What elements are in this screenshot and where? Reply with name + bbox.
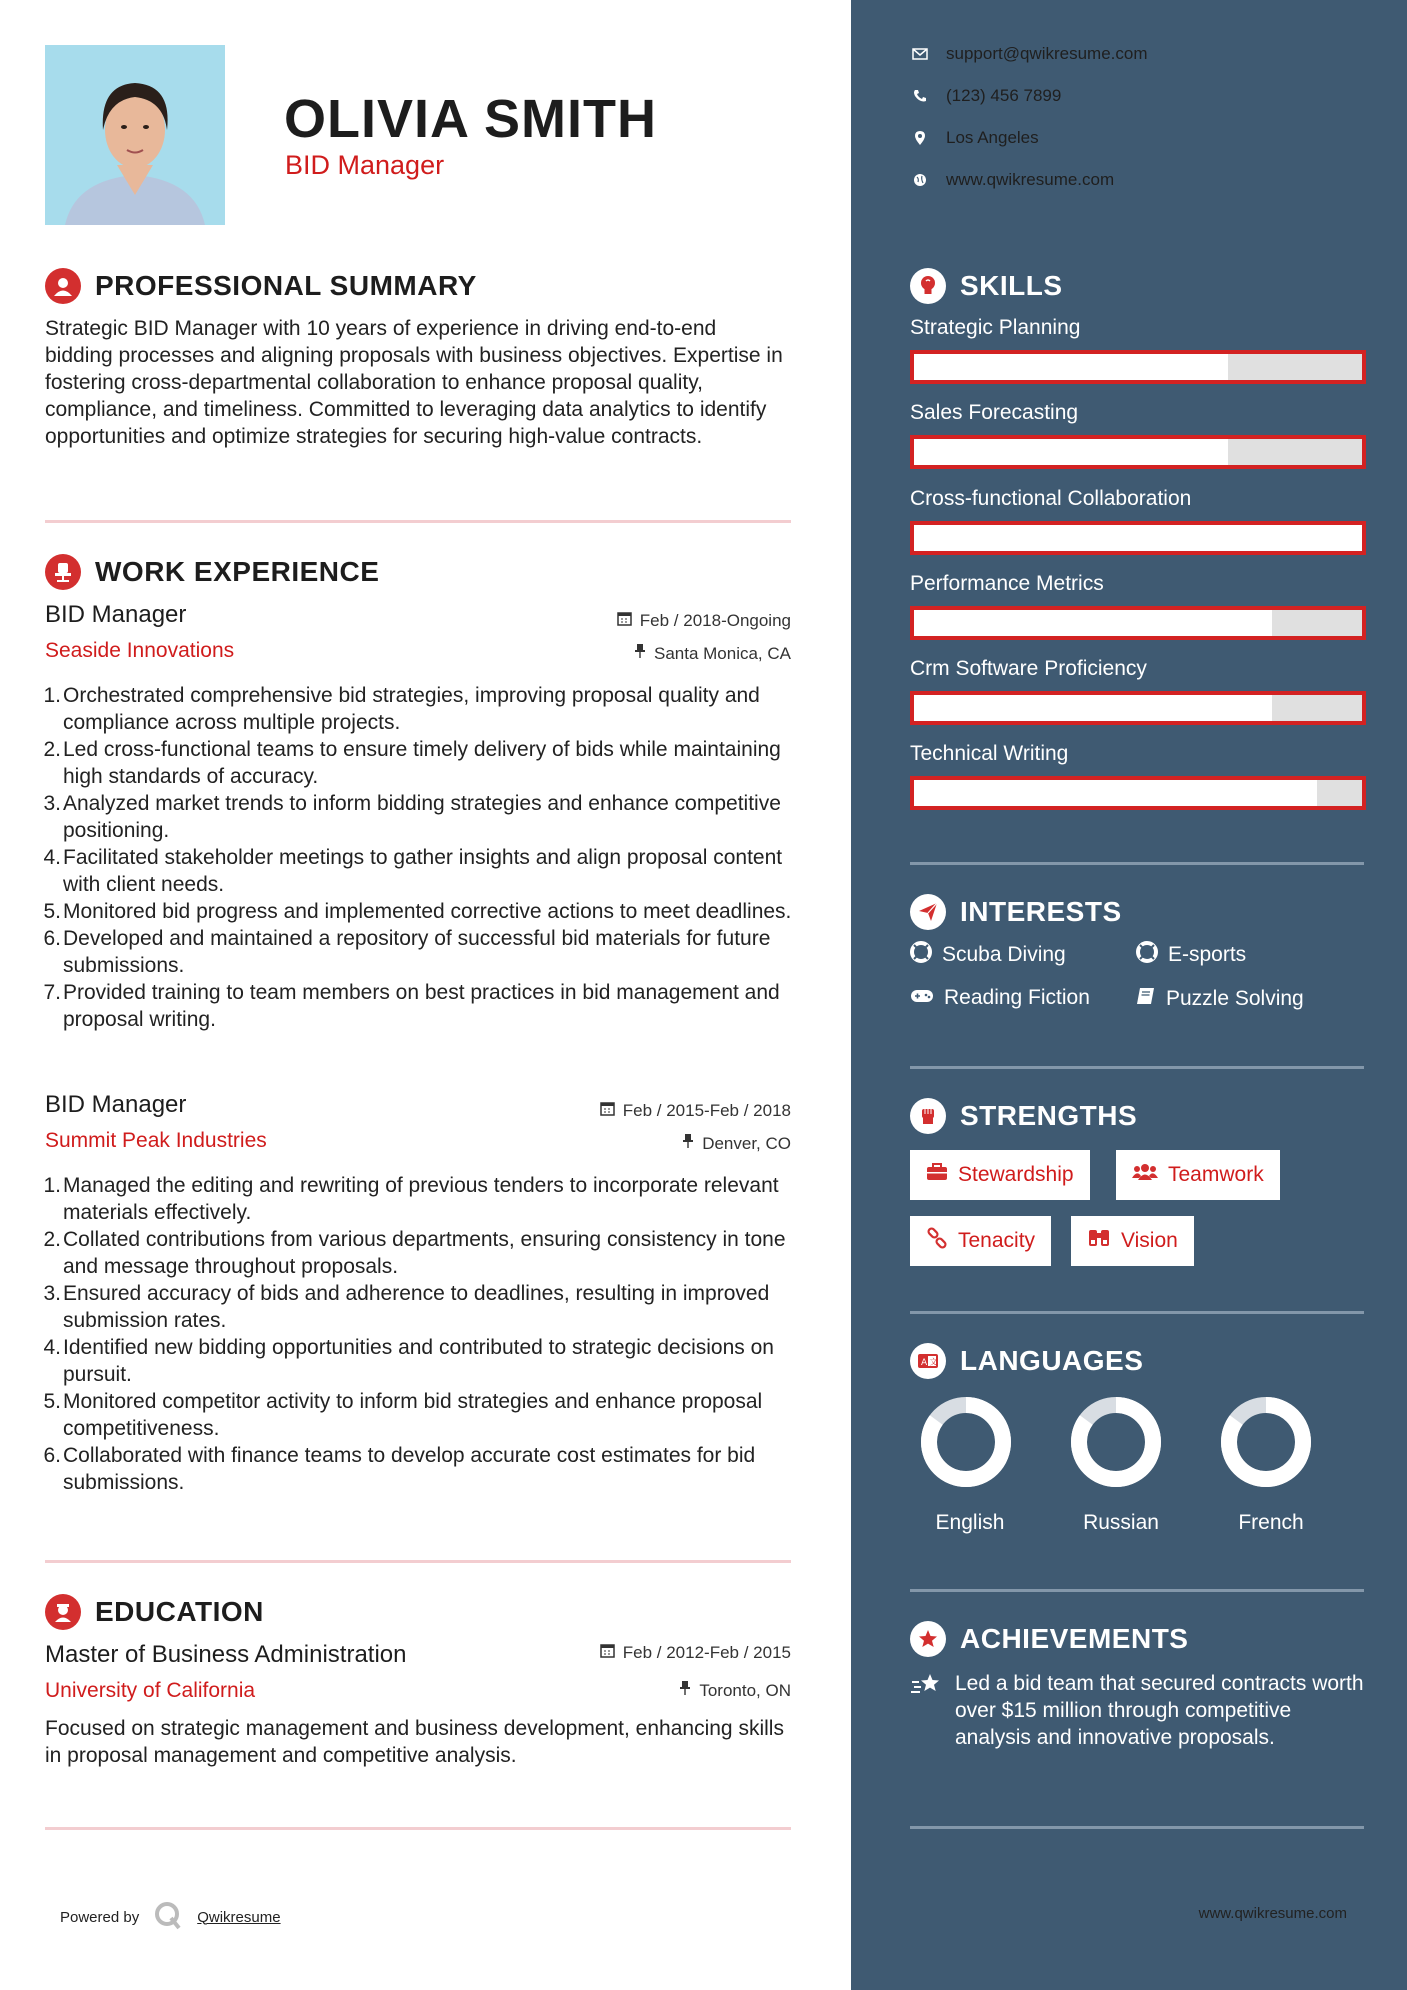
list-item: 4. Facilitated stakeholder meetings to gather insights and align proposal content with client needs. [43, 846, 783, 896]
summary-header [45, 268, 477, 304]
skills-header [910, 268, 1063, 304]
list-item: 7. Provided training to team members on best practices in bid management and proposal writing. [43, 981, 780, 1031]
contact-location-text: Los Angeles [946, 128, 1039, 147]
interests-header [910, 894, 1122, 930]
job-duties-list [36, 1172, 796, 1496]
skill-bar-fill [914, 439, 1228, 465]
job-date-text: Feb / 2018-Ongoing [639, 611, 791, 630]
job-company: Seaside Innovations [45, 639, 235, 662]
skill-name: Performance Metrics [910, 572, 1104, 595]
summary-title: PROFESSIONAL SUMMARY [95, 270, 477, 301]
users-icon [1132, 1163, 1158, 1187]
list-item: 2. Led cross-functional teams to ensure timely delivery of bids while maintaining high standards of accuracy. [43, 738, 781, 788]
graduate-icon [45, 1594, 81, 1630]
globe-icon [912, 172, 928, 188]
education-text: Focused on strategic management and business development, enhancing skills in proposal management and competitive analysis. [45, 1717, 784, 1767]
contact-phone-text: (123) 456 7899 [946, 86, 1062, 105]
job-location-text: Santa Monica, CA [653, 643, 791, 663]
pushpin-icon [679, 1680, 691, 1701]
binoculars-icon [1087, 1228, 1111, 1254]
education-title: EDUCATION [95, 1596, 264, 1627]
experience-title: WORK EXPERIENCE [95, 556, 380, 587]
school-name: University of California [45, 1679, 256, 1702]
job-date [617, 611, 791, 631]
powered-by [60, 1900, 281, 1934]
job-location [634, 643, 791, 664]
divider [45, 520, 791, 523]
office-chair-icon [45, 554, 81, 590]
strength-label: Tenacity [958, 1229, 1036, 1252]
svg-text:文: 文 [929, 1357, 938, 1367]
candidate-role: BID Manager [285, 150, 445, 180]
job-company: Summit Peak Industries [45, 1129, 267, 1152]
contact-email[interactable] [912, 44, 1148, 64]
star-badge-icon [910, 1621, 946, 1657]
language-ring [918, 1394, 1014, 1490]
job-location-text: Denver, CO [702, 1133, 791, 1153]
contact-website-text: www.qwikresume.com [946, 170, 1115, 189]
list-item: 6. Collaborated with finance teams to develop accurate cost estimates for bid submissions. [43, 1444, 756, 1494]
language-gauge [916, 1394, 1016, 1495]
divider [45, 1827, 791, 1830]
divider [910, 1066, 1364, 1069]
language-gauge [1216, 1394, 1316, 1495]
interest-label: E-sports [1168, 943, 1247, 966]
skill-bar-fill [914, 780, 1317, 806]
life-ring-icon [910, 941, 932, 969]
education-date-text: Feb / 2012-Feb / 2015 [622, 1643, 791, 1662]
achievements-header [910, 1621, 1188, 1657]
divider [910, 862, 1364, 865]
skill-bar-fill [914, 610, 1272, 636]
language-label: Russian [1083, 1511, 1159, 1534]
education-location-text: Toronto, ON [699, 1680, 791, 1700]
skill-name: Cross-functional Collaboration [910, 487, 1192, 510]
pushpin-icon [682, 1133, 694, 1154]
summary-text: Strategic BID Manager with 10 years of experience in driving end-to-end bidding processes and aligning proposals with business objectives. Expertise in fostering cross-departmental collaboration to enhance proposal quality, compliance, and timeliness. Committed to leveraging data analytics to identify opportunities and optimize strategies for securing high-value contracts. [45, 317, 783, 448]
list-item: 1. Managed the editing and rewriting of previous tenders to incorporate relevant materials effectively. [43, 1174, 779, 1224]
job-date-text: Feb / 2015-Feb / 2018 [622, 1101, 791, 1120]
calendar-icon [600, 1643, 615, 1663]
list-item: 6. Developed and maintained a repository of successful bid materials for future submissions. [43, 927, 771, 977]
list-item: 4. Identified new bidding opportunities and contributed to strategic decisions on pursuit. [43, 1336, 774, 1386]
languages-header [910, 1343, 1143, 1379]
powered-by-label: Powered by [60, 1908, 140, 1926]
job-date [600, 1101, 791, 1121]
language-ring [1218, 1394, 1314, 1490]
list-item: 2. Collated contributions from various departments, ensuring consistency in tone and message throughout proposals. [43, 1228, 786, 1278]
calendar-icon [600, 1101, 615, 1121]
link-icon [926, 1227, 948, 1255]
degree-title: Master of Business Administration [45, 1641, 407, 1668]
list-item: 3. Analyzed market trends to inform bidding strategies and enhance competitive positioning. [43, 792, 781, 842]
calendar-icon [617, 611, 632, 631]
list-item: 5. Monitored bid progress and implemented corrective actions to meet deadlines. [43, 900, 792, 923]
pushpin-icon [634, 643, 646, 664]
job-title: BID Manager [45, 1091, 187, 1118]
skill-bar [910, 350, 1366, 384]
shooting-star-icon [910, 1672, 942, 1703]
list-item: 3. Ensured accuracy of bids and adherence to deadlines, resulting in improved submission rates. [43, 1282, 770, 1332]
job-title: BID Manager [45, 601, 187, 628]
interest-item [910, 941, 1066, 969]
interest-item [910, 986, 1090, 1010]
paper-plane-icon [910, 894, 946, 930]
job-location [682, 1133, 791, 1154]
language-gauge [1066, 1394, 1166, 1495]
svg-text:A: A [921, 1358, 928, 1368]
user-circle-icon [45, 268, 81, 304]
qwikresume-logo-icon [153, 1900, 183, 1934]
list-item: 5. Monitored competitor activity to inform bid strategies and enhance proposal competitiveness. [43, 1390, 763, 1440]
interests-title: INTERESTS [960, 896, 1122, 927]
skills-title: SKILLS [960, 270, 1063, 301]
life-ring-icon [1136, 941, 1158, 969]
language-label: English [935, 1511, 1005, 1534]
language-ring [1068, 1394, 1164, 1490]
contact-phone[interactable] [912, 86, 1061, 106]
skill-bar [910, 776, 1366, 810]
strength-chip [1116, 1150, 1280, 1200]
divider [910, 1589, 1364, 1592]
skill-bar [910, 606, 1366, 640]
interest-label: Scuba Diving [942, 943, 1066, 966]
briefcase-icon [926, 1163, 948, 1187]
translate-icon [910, 1343, 946, 1379]
lightbulb-icon [910, 268, 946, 304]
divider [910, 1311, 1364, 1314]
interest-label: Puzzle Solving [1166, 987, 1304, 1010]
footer-url[interactable]: www.qwikresume.com [1198, 1905, 1347, 1922]
interest-label: Reading Fiction [944, 986, 1090, 1009]
skill-name: Sales Forecasting [910, 401, 1079, 424]
interest-item [1136, 986, 1304, 1012]
language-label: French [1238, 1511, 1304, 1534]
skill-bar-fill [914, 525, 1362, 551]
book-icon [1136, 986, 1156, 1012]
envelope-icon [912, 46, 928, 62]
achievement-text: Led a bid team that secured contracts worth over $15 million through competitive analysis and innovative proposals. [955, 1672, 1364, 1749]
divider [45, 1560, 791, 1563]
strength-chip [1071, 1216, 1194, 1266]
skill-bar [910, 691, 1366, 725]
skill-bar [910, 435, 1366, 469]
skill-bar-fill [914, 695, 1272, 721]
education-location [679, 1680, 791, 1701]
skill-bar-fill [914, 354, 1228, 380]
profile-photo [45, 45, 225, 225]
achievements-title: ACHIEVEMENTS [960, 1623, 1189, 1654]
contact-location [912, 128, 1039, 148]
interest-item [1136, 941, 1246, 969]
fist-icon [910, 1098, 946, 1134]
candidate-name: OLIVIA SMITH [284, 89, 657, 149]
skill-bar [910, 521, 1366, 555]
phone-icon [912, 88, 928, 104]
languages-title: LANGUAGES [960, 1345, 1144, 1376]
skill-name: Crm Software Proficiency [910, 657, 1147, 680]
qwikresume-link[interactable]: Qwikresume [197, 1908, 281, 1926]
gamepad-icon [910, 986, 934, 1010]
strength-label: Vision [1121, 1229, 1178, 1252]
list-item: 1. Orchestrated comprehensive bid strategies, improving proposal quality and compliance across multiple projects. [43, 684, 760, 734]
strength-chip [910, 1216, 1051, 1266]
strengths-title: STRENGTHS [960, 1100, 1138, 1131]
strength-label: Teamwork [1168, 1163, 1264, 1186]
divider [910, 1826, 1364, 1829]
contact-website[interactable] [912, 170, 1114, 190]
strengths-header [910, 1098, 1137, 1134]
education-date [600, 1643, 791, 1663]
contact-email-text: support@qwikresume.com [946, 44, 1148, 63]
education-header [45, 1594, 264, 1630]
location-pin-icon [912, 130, 928, 146]
strength-chip [910, 1150, 1090, 1200]
skill-name: Strategic Planning [910, 316, 1081, 339]
job-duties-list [36, 682, 796, 1033]
experience-header [45, 554, 379, 590]
skill-name: Technical Writing [910, 742, 1069, 765]
strength-label: Stewardship [958, 1163, 1074, 1186]
